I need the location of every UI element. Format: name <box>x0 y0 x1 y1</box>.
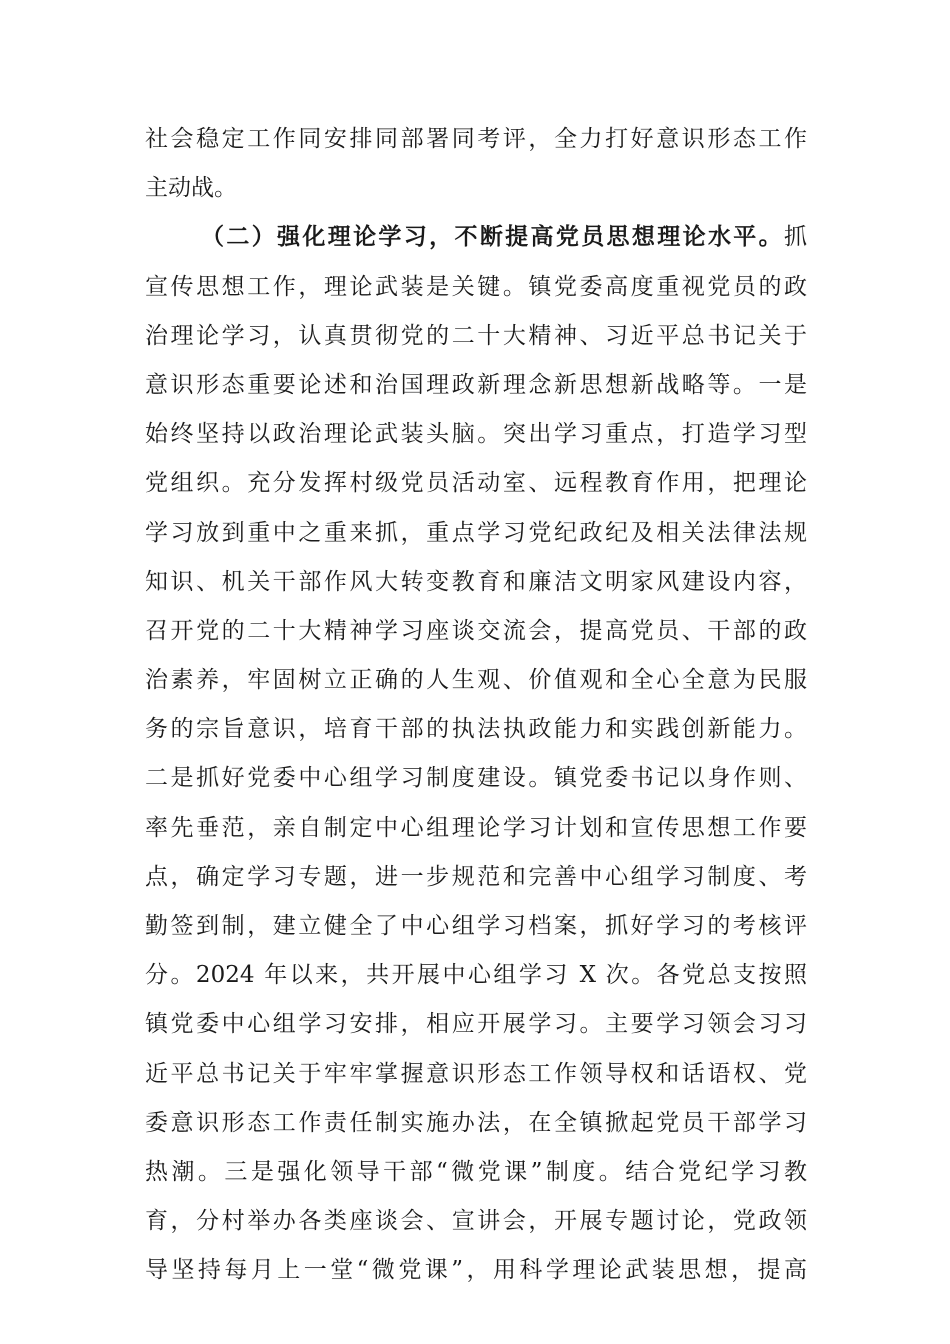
text-line: 始终坚持以政治理论武装头脑。突出学习重点，打造学习型 <box>145 421 807 448</box>
text-line: 勤签到制，建立健全了中心组学习档案，抓好学习的考核评 <box>145 913 807 939</box>
text-line: 党组织。充分发挥村级党员活动室、远程教育作用，把理论 <box>145 470 807 497</box>
text-line: 热潮。三是强化领导干部“微党课”制度。结合党纪学习教 <box>145 1158 807 1185</box>
text-line: 镇党委中心组学习安排，相应开展学习。主要学习领会习习 <box>145 1011 807 1038</box>
section-heading-tail: 抓 <box>784 224 807 251</box>
text-line: 知识、机关干部作风大转变教育和廉洁文明家风建设内容， <box>145 568 807 595</box>
body-text <box>145 115 807 1296</box>
text-line: 意识形态重要论述和治国理政新理念新思想新战略等。一是 <box>145 371 807 398</box>
text-line: 导坚持每月上一堂“微党课”，用科学理论武装思想，提高 <box>145 1257 807 1284</box>
text-line: 分。2024 年以来，共开展中心组学习 X 次。各党总支按照 <box>145 962 807 989</box>
text-line: 点，确定学习专题，进一步规范和完善中心组学习制度、考 <box>145 863 807 890</box>
text-line: 近平总书记关于牢牢掌握意识形态工作领导权和话语权、党 <box>145 1060 807 1087</box>
text-line: 治素养，牢固树立正确的人生观、价值观和全心全意为民服 <box>145 667 807 694</box>
section-heading: （二）强化理论学习，不断提高党员思想理论水平。 <box>201 224 784 251</box>
text-line: 二是抓好党委中心组学习制度建设。镇党委书记以身作则、 <box>145 765 807 792</box>
text-line: 育，分村举办各类座谈会、宣讲会，开展专题讨论，党政领 <box>145 1208 807 1235</box>
text-line: 务的宗旨意识，培育干部的执法执政能力和实践创新能力。 <box>145 716 807 743</box>
text-line: 治理论学习，认真贯彻党的二十大精神、习近平总书记关于 <box>145 322 807 349</box>
text-line: 社会稳定工作同安排同部署同考评，全力打好意识形态工作 <box>145 126 807 152</box>
text-line: 宣传思想工作，理论武装是关键。镇党委高度重视党员的政 <box>145 273 807 300</box>
section-heading-line <box>145 213 807 262</box>
text-line: 率先垂范，亲自制定中心组理论学习计划和宣传思想工作要 <box>145 814 807 841</box>
text-line: 主动战。 <box>145 175 237 202</box>
text-line: 学习放到重中之重来抓，重点学习党纪政纪及相关法律法规 <box>145 519 807 546</box>
text-line: 委意识形态工作责任制实施办法，在全镇掀起党员干部学习 <box>145 1109 807 1136</box>
text-line: 召开党的二十大精神学习座谈交流会，提高党员、干部的政 <box>145 617 807 644</box>
